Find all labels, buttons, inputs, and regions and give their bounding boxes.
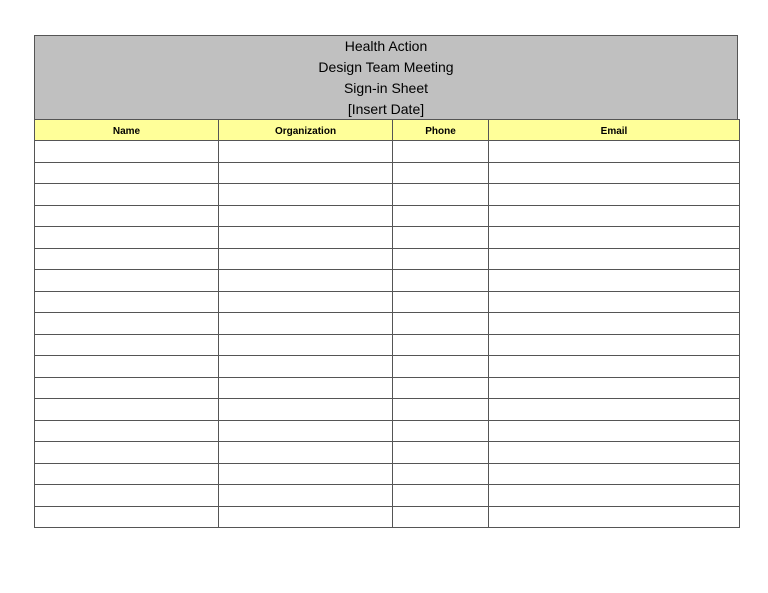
table-row [35, 356, 740, 378]
cell-phone[interactable] [393, 420, 489, 442]
cell-phone[interactable] [393, 205, 489, 227]
cell-phone[interactable] [393, 334, 489, 356]
cell-phone[interactable] [393, 227, 489, 249]
cell-phone[interactable] [393, 141, 489, 163]
table-row [35, 184, 740, 206]
column-header-phone: Phone [393, 120, 489, 141]
title-block [34, 35, 738, 119]
cell-email[interactable] [489, 356, 740, 378]
cell-name[interactable] [35, 184, 219, 206]
table-row [35, 377, 740, 399]
cell-organization[interactable] [219, 227, 393, 249]
cell-phone[interactable] [393, 291, 489, 313]
table-row [35, 442, 740, 464]
cell-organization[interactable] [219, 270, 393, 292]
column-header-email: Email [489, 120, 740, 141]
cell-name[interactable] [35, 399, 219, 421]
cell-phone[interactable] [393, 356, 489, 378]
cell-organization[interactable] [219, 334, 393, 356]
cell-phone[interactable] [393, 162, 489, 184]
cell-name[interactable] [35, 420, 219, 442]
cell-phone[interactable] [393, 313, 489, 335]
table-row [35, 399, 740, 421]
cell-name[interactable] [35, 227, 219, 249]
cell-email[interactable] [489, 205, 740, 227]
cell-organization[interactable] [219, 420, 393, 442]
cell-name[interactable] [35, 270, 219, 292]
cell-organization[interactable] [219, 184, 393, 206]
cell-organization[interactable] [219, 141, 393, 163]
sign-in-sheet [34, 35, 738, 528]
cell-email[interactable] [489, 141, 740, 163]
table-row [35, 334, 740, 356]
cell-name[interactable] [35, 442, 219, 464]
table-row [35, 141, 740, 163]
cell-organization[interactable] [219, 162, 393, 184]
table-row [35, 506, 740, 528]
cell-name[interactable] [35, 356, 219, 378]
title-date: [Insert Date] [347, 100, 425, 117]
cell-email[interactable] [489, 463, 740, 485]
header-row [35, 120, 740, 141]
cell-organization[interactable] [219, 313, 393, 335]
cell-phone[interactable] [393, 184, 489, 206]
cell-email[interactable] [489, 227, 740, 249]
cell-name[interactable] [35, 291, 219, 313]
cell-email[interactable] [489, 162, 740, 184]
cell-organization[interactable] [219, 399, 393, 421]
cell-email[interactable] [489, 270, 740, 292]
title-meeting: Design Team Meeting [318, 58, 454, 75]
table-row [35, 313, 740, 335]
cell-phone[interactable] [393, 399, 489, 421]
cell-name[interactable] [35, 141, 219, 163]
table-row [35, 205, 740, 227]
cell-phone[interactable] [393, 270, 489, 292]
cell-phone[interactable] [393, 463, 489, 485]
cell-organization[interactable] [219, 248, 393, 270]
cell-name[interactable] [35, 205, 219, 227]
cell-organization[interactable] [219, 463, 393, 485]
cell-name[interactable] [35, 377, 219, 399]
table-row [35, 248, 740, 270]
cell-email[interactable] [489, 184, 740, 206]
cell-email[interactable] [489, 420, 740, 442]
cell-email[interactable] [489, 377, 740, 399]
column-header-name: Name [35, 120, 219, 141]
cell-email[interactable] [489, 506, 740, 528]
cell-name[interactable] [35, 313, 219, 335]
cell-email[interactable] [489, 291, 740, 313]
cell-email[interactable] [489, 399, 740, 421]
table-row [35, 227, 740, 249]
cell-organization[interactable] [219, 377, 393, 399]
cell-name[interactable] [35, 248, 219, 270]
table-row [35, 291, 740, 313]
cell-name[interactable] [35, 485, 219, 507]
cell-organization[interactable] [219, 356, 393, 378]
cell-phone[interactable] [393, 377, 489, 399]
cell-phone[interactable] [393, 485, 489, 507]
table-row [35, 463, 740, 485]
table-row [35, 485, 740, 507]
cell-organization[interactable] [219, 291, 393, 313]
cell-name[interactable] [35, 506, 219, 528]
cell-phone[interactable] [393, 506, 489, 528]
cell-phone[interactable] [393, 248, 489, 270]
table-row [35, 162, 740, 184]
cell-email[interactable] [489, 485, 740, 507]
cell-email[interactable] [489, 248, 740, 270]
cell-organization[interactable] [219, 205, 393, 227]
cell-name[interactable] [35, 463, 219, 485]
cell-email[interactable] [489, 313, 740, 335]
column-header-organization: Organization [219, 120, 393, 141]
cell-name[interactable] [35, 162, 219, 184]
cell-organization[interactable] [219, 442, 393, 464]
cell-name[interactable] [35, 334, 219, 356]
table-row [35, 270, 740, 292]
title-sheet-name: Sign-in Sheet [343, 79, 429, 96]
sign-in-table [34, 119, 740, 528]
cell-phone[interactable] [393, 442, 489, 464]
cell-organization[interactable] [219, 506, 393, 528]
title-organization: Health Action [344, 37, 428, 54]
cell-email[interactable] [489, 334, 740, 356]
cell-email[interactable] [489, 442, 740, 464]
table-row [35, 420, 740, 442]
cell-organization[interactable] [219, 485, 393, 507]
